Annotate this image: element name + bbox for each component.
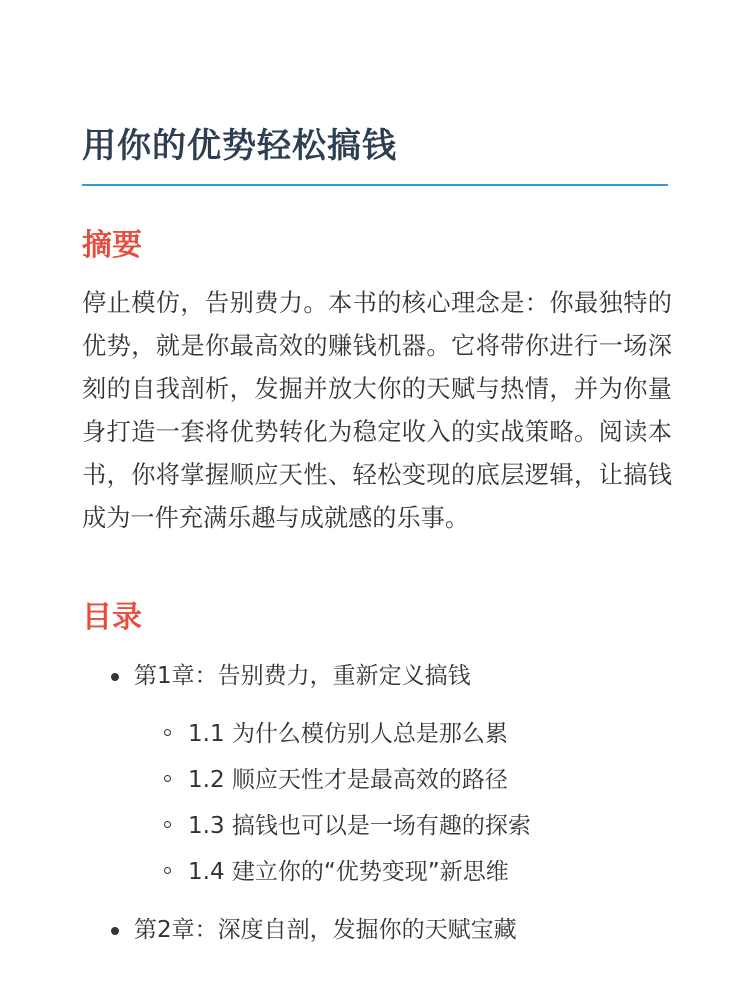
section-label: 1.4 建立你的“优势变现”新思维 xyxy=(188,859,509,885)
toc-chapter xyxy=(82,655,672,895)
chapter-entry[interactable] xyxy=(82,909,672,951)
chapter-label: 第2章：深度自剖，发掘你的天赋宝藏 xyxy=(134,917,517,943)
toc-chapter xyxy=(82,909,672,951)
filled-bullet-icon xyxy=(111,673,119,681)
summary-heading: 摘要 xyxy=(82,228,142,263)
toc-heading: 目录 xyxy=(82,600,142,635)
toc-section-list xyxy=(82,711,672,895)
page-title: 用你的优势轻松搞钱 xyxy=(82,126,397,166)
hollow-bullet-icon xyxy=(164,775,171,782)
summary-paragraph: 停止模仿，告别费力。本书的核心理念是：你最独特的优势，就是你最高效的赚钱机器。它将带你进行一场深刻的自我剖析，发掘并放大你的天赋与热情，并为你量身打造一套将优势转化为稳定收入的实战策略。阅读本书，你将掌握顺应天性、轻松变现的底层逻辑，让搞钱成为一件充满乐趣与成就感的乐事。 xyxy=(82,289,672,532)
chapter-label: 第1章：告别费力，重新定义搞钱 xyxy=(134,663,471,689)
hollow-bullet-icon xyxy=(164,867,171,874)
toc-section-item[interactable] xyxy=(82,803,672,849)
section-label: 1.2 顺应天性才是最高效的路径 xyxy=(188,767,508,793)
toc-section-item[interactable] xyxy=(82,849,672,895)
section-label: 1.1 为什么模仿别人总是那么累 xyxy=(188,721,508,747)
hollow-bullet-icon xyxy=(164,821,171,828)
toc-section-item[interactable] xyxy=(82,757,672,803)
toc-list xyxy=(82,655,672,951)
section-label: 1.3 搞钱也可以是一场有趣的探索 xyxy=(188,813,531,839)
filled-bullet-icon xyxy=(111,927,119,935)
hollow-bullet-icon xyxy=(164,729,171,736)
title-divider xyxy=(82,184,668,186)
chapter-entry[interactable] xyxy=(82,655,672,697)
toc-section-item[interactable] xyxy=(82,711,672,757)
